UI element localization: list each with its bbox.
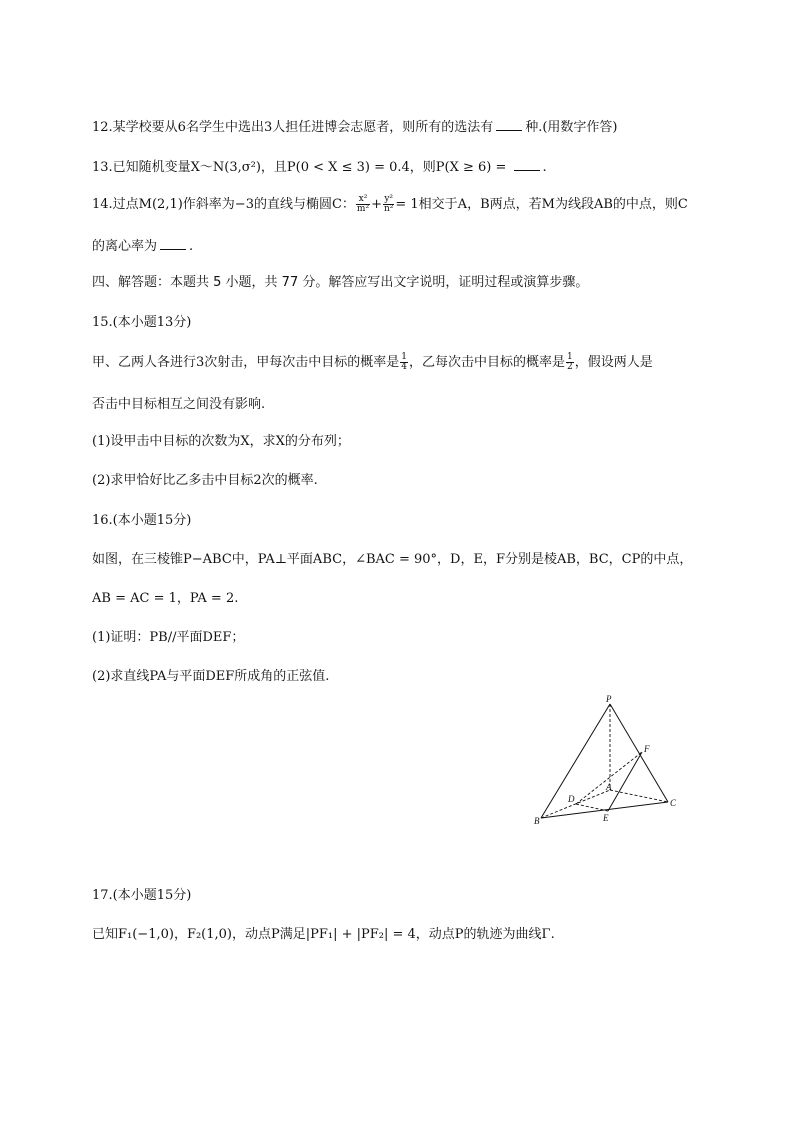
edge-pc [610, 704, 668, 802]
question-15-text-b: ，乙每次击中目标的概率是 [409, 355, 566, 370]
label-e: E [603, 813, 609, 823]
question-17-para1: 已知F₁(−1,0)，F₂(1,0)，动点P满足|PF₁| + |PF₂| = 4，动点P的轨迹为曲线Γ. [92, 927, 555, 942]
question-15-para1 [92, 351, 653, 375]
question-15-text-c: ，假设两人是 [574, 355, 653, 370]
label-f: F [644, 744, 650, 754]
pyramid-figure [530, 692, 700, 832]
segment-df-hidden [576, 752, 642, 804]
question-14-line2 [92, 236, 193, 256]
question-12-text: 12.某学校要从6名学生中选出3人担任进博会志愿者，则所有的选法有 [92, 120, 494, 135]
fraction-one-half: $\frac{1}{2}$ [567, 352, 573, 372]
fraction-one-quarter: $\frac{1}{4}$ [401, 352, 408, 372]
question-16-sub2: (2)求直线PA与平面DEF所成角的正弦值. [92, 669, 330, 684]
question-15-sub1: (1)设甲击中目标的次数为X，求X的分布列； [92, 434, 350, 449]
question-16-sub1: (1)证明：PB//平面DEF； [92, 630, 245, 645]
label-p: P [606, 694, 612, 704]
question-14 [92, 194, 688, 216]
question-14-line2-text: 的离心率为 [92, 239, 158, 254]
edge-pb [541, 704, 610, 818]
segment-de-hidden [576, 804, 608, 811]
segment-fe [608, 752, 642, 811]
question-14-part1: 14.过点M(2,1)作斜率为−3的直线与椭圆C： [92, 197, 355, 212]
question-14-line2-tail: . [189, 239, 194, 254]
answer-blank [160, 236, 186, 250]
fraction-x2-m2: $\frac{\text{x²}}{\text{m²}}$ [356, 194, 370, 214]
question-15-text-a: 甲、乙两人各进行3次射击，甲每次击中目标的概率是 [92, 355, 400, 370]
question-16-para1: 如图，在三棱锥P−ABC中，PA⊥平面ABC，∠BAC = 90°，D，E，F分别是棱AB，BC，CP的中点， [92, 552, 693, 567]
section-4-header: 四、解答题：本题共 5 小题，共 77 分。解答应写出文字说明，证明过程或演算步骤。 [92, 275, 589, 290]
answer-blank [514, 157, 540, 171]
label-c: C [670, 798, 677, 808]
question-13-text: 13.已知随机变量X～N(3,σ²)，且P(0 < X ≤ 3) = 0.4，则P(X ≥ 6) = [92, 160, 511, 175]
label-a: A [606, 782, 612, 792]
question-16-para2: AB = AC = 1，PA = 2. [92, 591, 239, 606]
plus-sign: + [371, 197, 382, 212]
label-d: D [568, 794, 575, 804]
question-13 [92, 157, 547, 177]
label-b: B [534, 816, 540, 826]
question-15-para2: 否击中目标相互之间没有影响. [92, 397, 266, 412]
question-16-header: 16.(本小题15分) [92, 513, 192, 528]
question-14-part2: = 1相交于A，B两点，若M为线段AB的中点，则C [395, 197, 688, 212]
question-15-header: 15.(本小题13分) [92, 315, 192, 330]
answer-blank [496, 117, 522, 131]
question-17-header: 17.(本小题15分) [92, 888, 192, 903]
question-12 [92, 117, 618, 137]
question-13-tail: . [542, 160, 547, 175]
question-12-tail: 种.(用数字作答) [525, 120, 618, 135]
fraction-y2-n2: $\frac{\text{y²}}{\text{n²}}$ [383, 194, 394, 214]
question-15-sub2: (2)求甲恰好比乙多击中目标2次的概率. [92, 473, 318, 488]
